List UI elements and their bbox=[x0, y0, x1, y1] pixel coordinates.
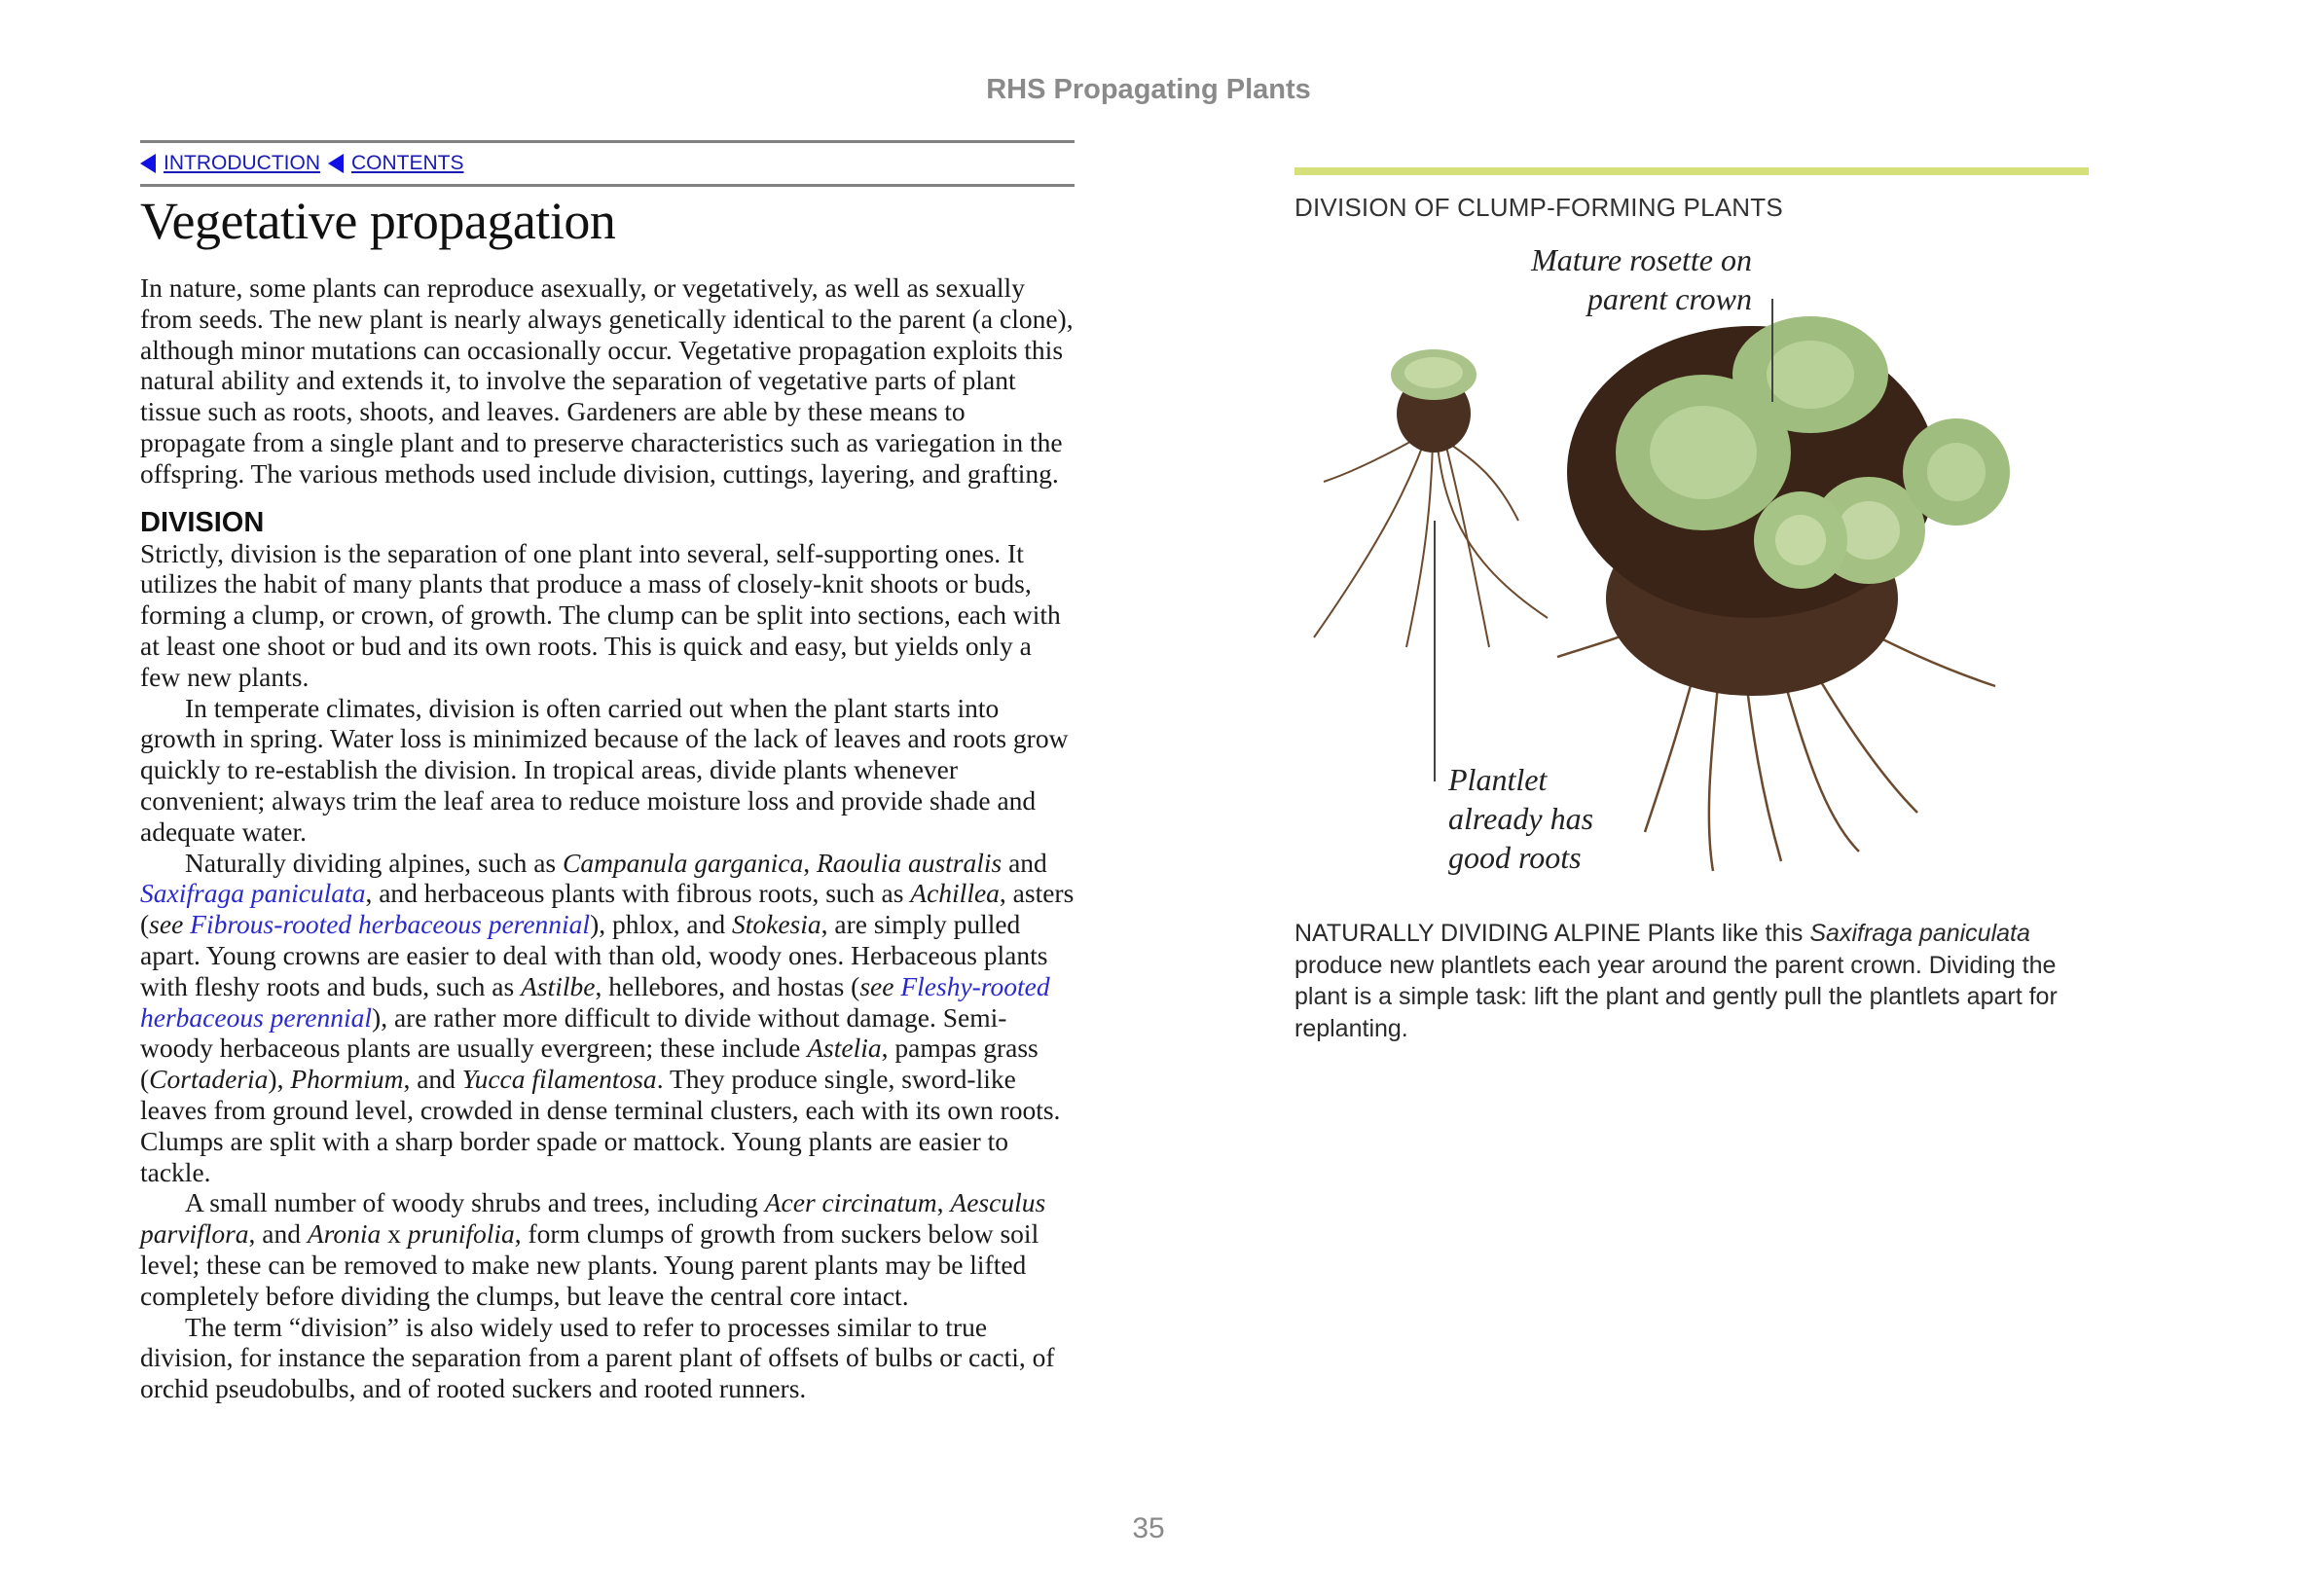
plant-name: Saxifraga paniculata bbox=[1809, 920, 2030, 947]
nav-link-label: INTRODUCTION bbox=[164, 152, 320, 174]
text: , hellebores, and hostas ( bbox=[595, 970, 860, 1001]
link-fleshy-rooted-perennial[interactable]: Fleshy-rooted herbaceous perennial bbox=[140, 970, 1050, 1033]
plant-name: Phormium bbox=[290, 1064, 404, 1095]
text: , asters ( bbox=[140, 878, 1075, 940]
text: , bbox=[803, 847, 817, 878]
text: , and bbox=[403, 1064, 462, 1095]
plant-name: Acer circinatum bbox=[764, 1187, 937, 1218]
figure-caption bbox=[1294, 918, 2089, 1044]
division-paragraph-4 bbox=[140, 1187, 1075, 1311]
text: , form clumps of growth from suckers below soil level; these can be removed to make new plants. Young parent plants may be lifted completely before dividing the clumps, but leave the central core intact. bbox=[140, 1218, 1039, 1311]
text: , and herbaceous plants with fibrous roots, such as bbox=[365, 878, 911, 909]
left-triangle-icon bbox=[328, 154, 344, 173]
text: , pampas grass ( bbox=[140, 1033, 1039, 1095]
division-paragraph-1: Strictly, division is the separation of one plant into several, self-supporting ones. It utilizes the habit of many plants that produce a mass of closely-knit shoots or buds, forming a clump, or crown, of growth. The clump can be split into sections, each with at least one shoot or bud and its own roots. This is quick and easy, but yields only a few new plants. bbox=[140, 537, 1061, 692]
label-line: Plantlet bbox=[1448, 762, 1548, 797]
plant-name: Achillea bbox=[910, 878, 1000, 909]
label-line: good roots bbox=[1448, 840, 1582, 875]
see-reference: see bbox=[859, 970, 894, 1001]
figure-title: DIVISION OF CLUMP-FORMING PLANTS bbox=[1294, 193, 1783, 222]
label-line: already has bbox=[1448, 801, 1594, 836]
accent-bar bbox=[1294, 167, 2089, 175]
label-line: Mature rosette on bbox=[1531, 242, 1752, 277]
label-plantlet bbox=[1448, 760, 1643, 877]
plant-name: Aronia bbox=[307, 1218, 382, 1250]
nav-link-label: CONTENTS bbox=[351, 152, 464, 174]
chapter-title: Vegetative propagation bbox=[140, 192, 616, 250]
division-paragraph-2: In temperate climates, division is often carried out when the plant starts into growth in spring. Water loss is minimized because of the lack of leaves and roots grow quickly to re-establish the division. In tropical areas, divide plants whenever convenient; always trim the leaf area to reduce moisture loss and provide shade and adequate water. bbox=[140, 692, 1069, 847]
chapter-nav bbox=[140, 140, 1075, 187]
link-fibrous-rooted-perennial[interactable]: Fibrous-rooted herbaceous perennial bbox=[190, 909, 591, 940]
link-saxifraga-paniculata[interactable]: Saxifraga paniculata bbox=[140, 878, 366, 909]
plant-name: prunifolia bbox=[407, 1218, 515, 1250]
leader-line-plantlet bbox=[1434, 521, 1436, 781]
section-heading-division: DIVISION bbox=[140, 506, 265, 538]
label-line: parent crown bbox=[1586, 281, 1752, 316]
text: , bbox=[936, 1187, 951, 1218]
plant-name: Raoulia australis bbox=[816, 847, 1003, 878]
saxifraga-plant-illustration bbox=[1294, 229, 2089, 900]
book-title: RHS Propagating Plants bbox=[986, 74, 1311, 105]
leader-line-mature bbox=[1771, 299, 1773, 402]
caption-heading: NATURALLY DIVIDING ALPINE bbox=[1294, 920, 1641, 947]
text: produce new plantlets each year around the parent crown. Dividing the plant is a simple task: lift the plant and gently pull the plantlets apart for replanting. bbox=[1294, 951, 2058, 1042]
text: Naturally dividing alpines, such as bbox=[185, 847, 563, 878]
plant-name: Astilbe bbox=[521, 970, 596, 1001]
left-column bbox=[140, 140, 1075, 1404]
text: ), are rather more difficult to divide without damage. Semi-woody herbaceous plants are usually evergreen; these include bbox=[140, 1001, 1007, 1064]
text: and bbox=[1002, 847, 1047, 878]
division-paragraph-5: The term “division” is also widely used to refer to processes similar to true division, for instance the separation from a parent plant of offsets of bulbs or cacti, of orchid pseudobulbs, and of rooted suckers and rooted runners. bbox=[140, 1311, 1055, 1404]
plant-name: Cortaderia bbox=[149, 1064, 269, 1095]
plant-name: Stokesia bbox=[731, 909, 821, 940]
plantlet-image bbox=[1314, 423, 1548, 647]
text: A small number of woody shrubs and trees, including bbox=[185, 1187, 765, 1218]
nav-link-introduction[interactable] bbox=[140, 152, 320, 175]
text: , are simply pulled apart. Young crowns are easier to deal with than old, woody ones. Herbaceous plants with fleshy roots and buds, such as bbox=[140, 909, 1048, 1001]
text: ), bbox=[268, 1064, 291, 1095]
plant-name: Aesculus parviflora bbox=[140, 1187, 1046, 1250]
text: , and bbox=[248, 1218, 308, 1250]
text: x bbox=[381, 1218, 408, 1250]
plant-name: Campanula garganica bbox=[562, 847, 804, 878]
text: ), phlox, and bbox=[590, 909, 732, 940]
text: Plants like this bbox=[1640, 920, 1810, 947]
right-column bbox=[1294, 167, 2089, 1044]
page-number: 35 bbox=[1132, 1512, 1165, 1544]
plant-name: Yucca filamentosa bbox=[461, 1064, 657, 1095]
division-paragraph-3 bbox=[140, 848, 1075, 1188]
nav-link-contents[interactable] bbox=[328, 152, 464, 175]
plant-figure bbox=[1294, 229, 2089, 900]
label-mature-rosette bbox=[1431, 240, 1752, 318]
text: . They produce single, sword-like leaves from ground level, crowded in dense terminal clusters, each with its own roots. Clumps are split with a sharp border spade or mattock. Young plants are easier to tackle. bbox=[140, 1064, 1061, 1187]
left-triangle-icon bbox=[140, 154, 156, 173]
plant-name: Astelia bbox=[807, 1033, 882, 1064]
see-reference: see bbox=[149, 909, 184, 940]
intro-paragraph: In nature, some plants can reproduce asexually, or vegetatively, as well as sexually from seeds. The new plant is nearly always genetically identical to the parent (a clone), although minor mutations can occasionally occur. Vegetative propagation exploits this natural ability and extends it, to involve the separation of vegetative parts of plant tissue such as roots, shoots, and leaves. Gardeners are able by these means to propagate from a single plant and to preserve characteristics such as variegation in the offspring. The various methods used include division, cuttings, layering, and grafting. bbox=[140, 272, 1074, 489]
